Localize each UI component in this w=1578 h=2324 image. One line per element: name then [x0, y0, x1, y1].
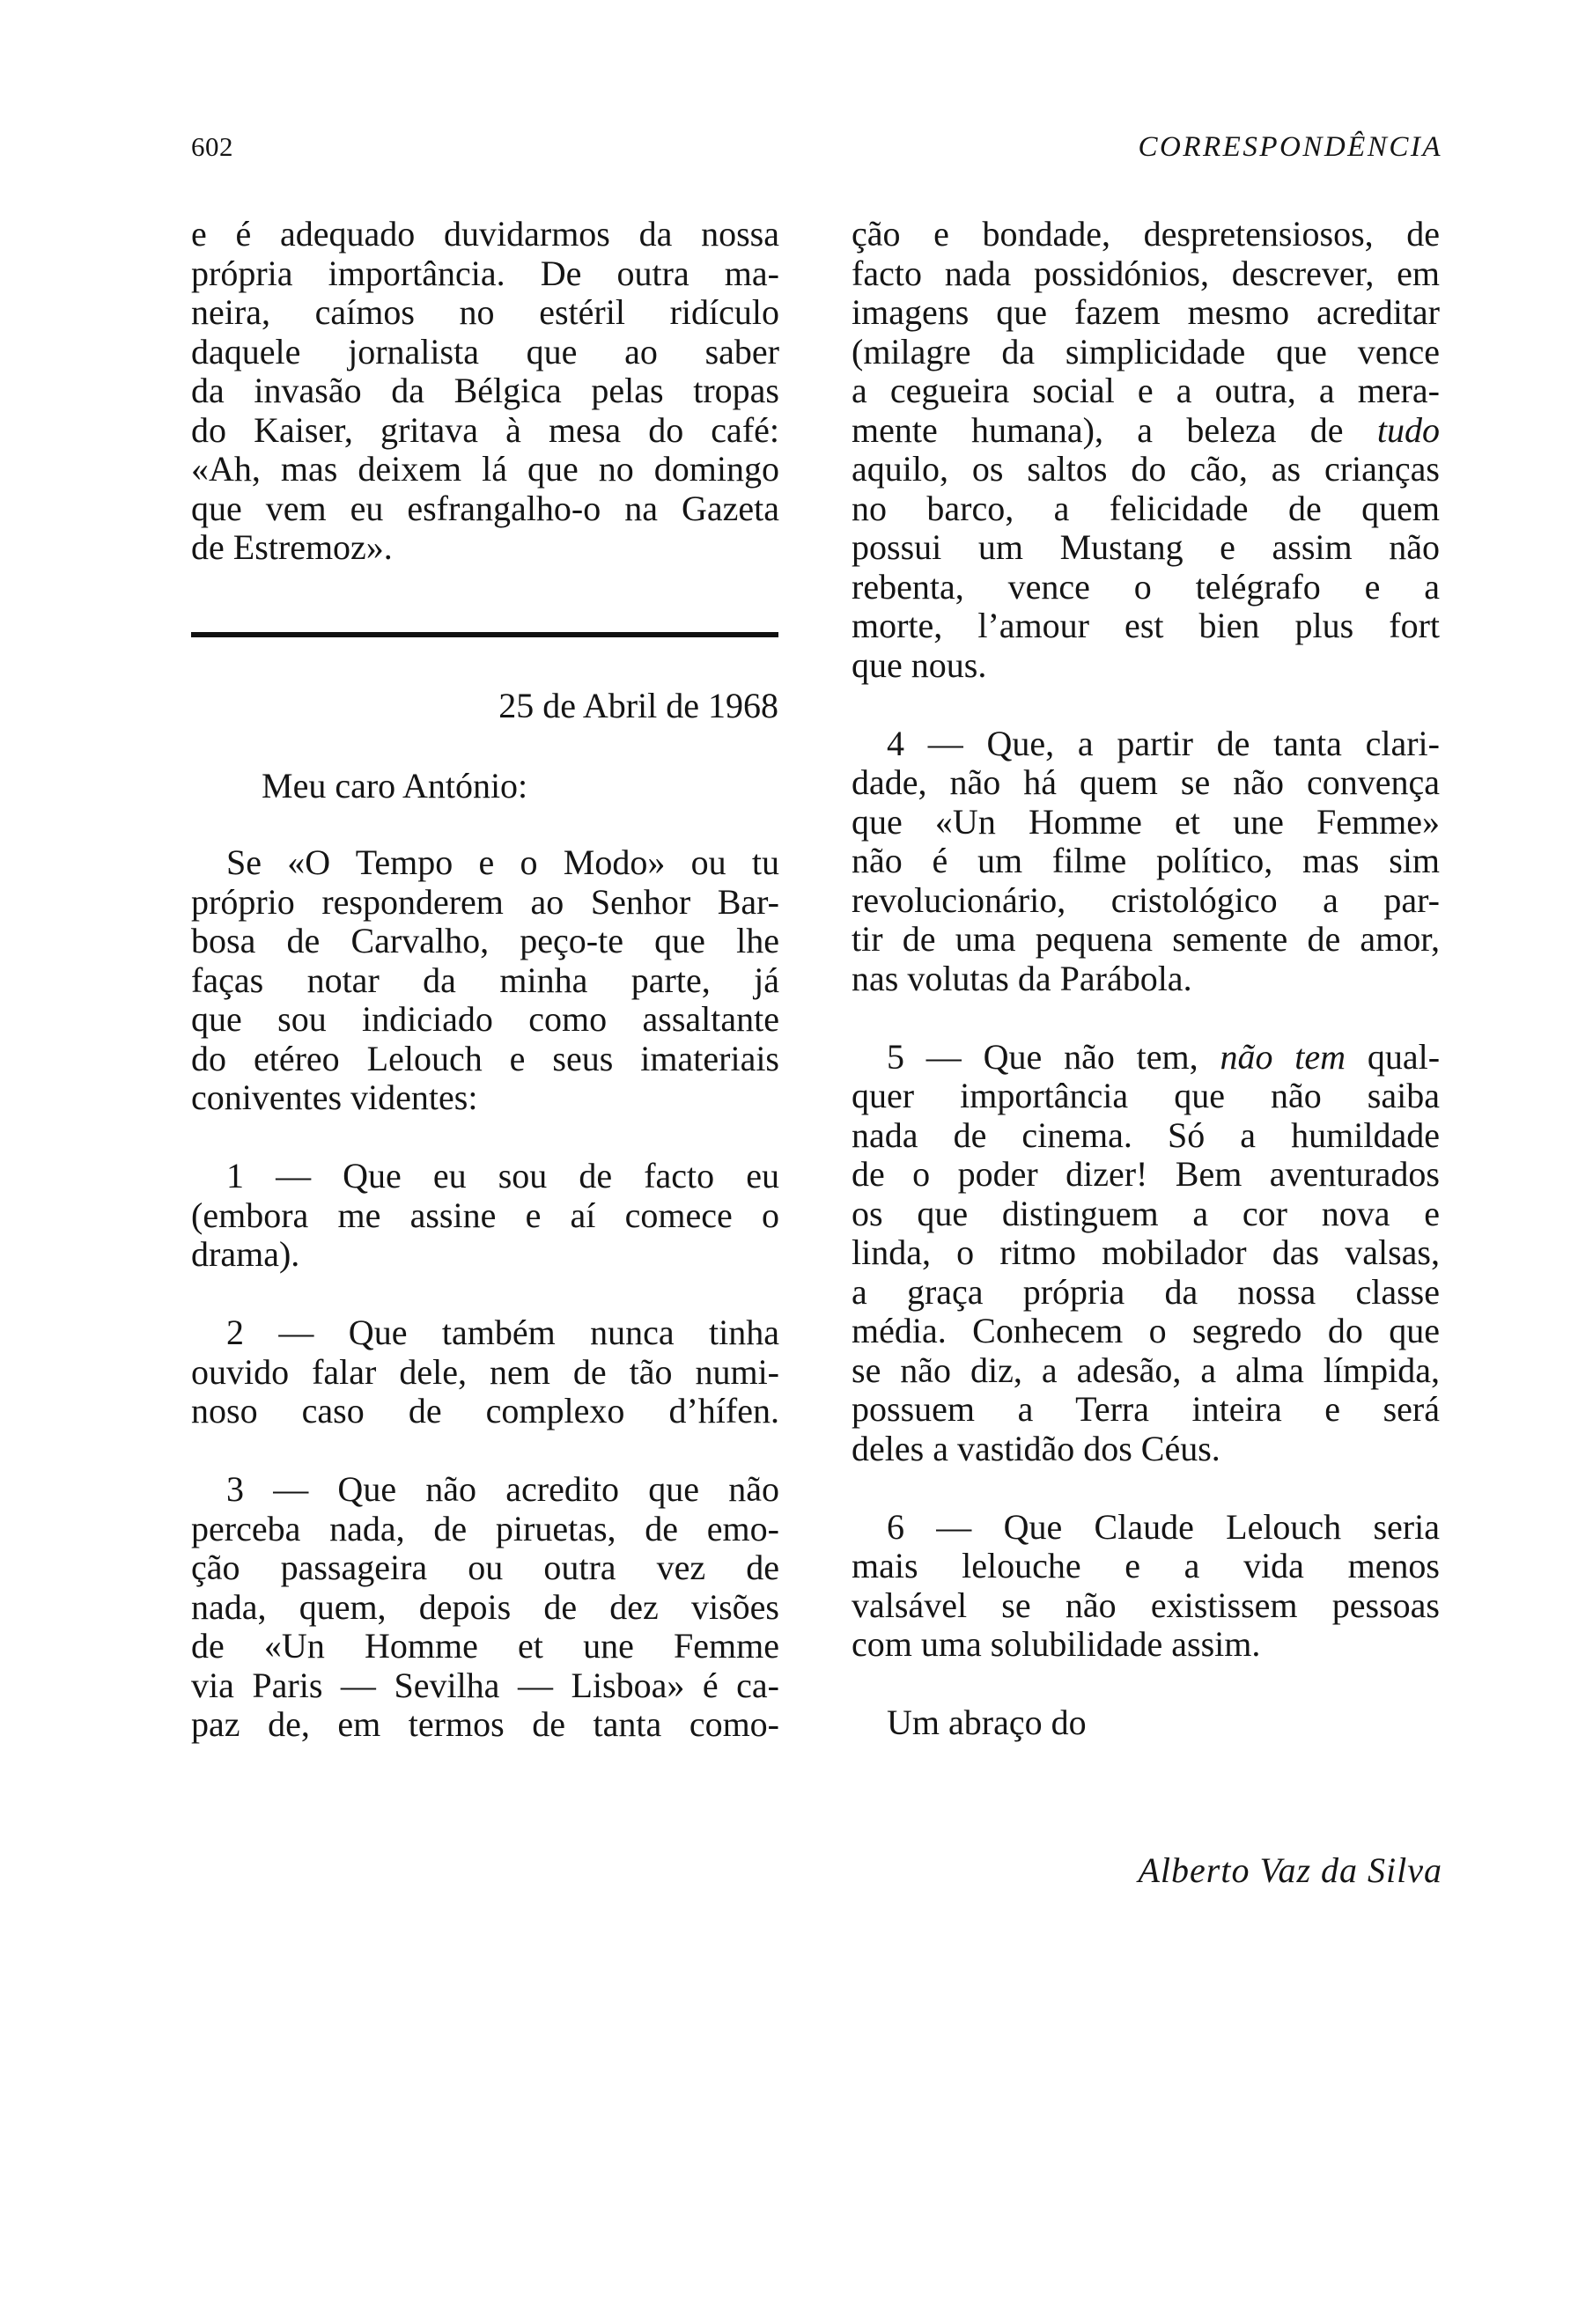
right-column [852, 215, 1440, 1782]
emphasis-text: tudo [1376, 409, 1440, 450]
text-line: possui um Mustang e assim não [852, 527, 1440, 567]
text-line: «Ah, mas deixem lá que no domingo [191, 449, 779, 489]
text-line: faças notar da minha parte, já [191, 960, 779, 1000]
text-line: de Estremoz». [191, 527, 393, 567]
paragraph-point-4 [852, 724, 1440, 999]
text-line: própria importância. De outra ma- [191, 253, 779, 293]
text-line: imagens que fazem mesmo acreditar [852, 292, 1440, 332]
text-line: quer importância que não saiba [852, 1076, 1440, 1115]
text-line: nada de cinema. Só a humildade [852, 1114, 1440, 1155]
text-line: (milagre da simplicidade que vence [852, 331, 1440, 371]
text-line: 2 — Que também nunca tinha [226, 1313, 779, 1352]
text-line: Se «O Tempo e o Modo» ou tu [226, 842, 779, 882]
text-line: com uma solubilidade assim. [852, 1624, 1261, 1664]
letter-date: 25 de Abril de 1968 [498, 686, 778, 725]
text-line: (embora me assine e aí comece o [191, 1195, 779, 1235]
text-line: aquilo, os saltos do cão, as crianças [852, 449, 1440, 489]
text-line: bosa de Carvalho, peço-te que lhe [191, 921, 779, 960]
text-line: de o poder dizer! Bem aventurados [852, 1154, 1440, 1194]
text-line: facto nada possidónios, descrever, em [852, 253, 1440, 293]
letter-closing [852, 1703, 1440, 1743]
text-line: do etéreo Lelouch e seus imateriais [191, 1038, 779, 1078]
text-line: revolucionário, cristológico a par- [852, 879, 1440, 920]
text-line: a graça própria da nossa classe [852, 1271, 1440, 1312]
text-segment: qual- [1367, 1036, 1441, 1077]
text-line: nas volutas da Parábola. [852, 958, 1192, 998]
text-line: do Kaiser, gritava à mesa do café: [191, 409, 779, 450]
running-head: CORRESPONDÊNCIA [1138, 131, 1442, 163]
text-line: no barco, a felicidade de quem [852, 488, 1440, 528]
text-segment: mente humana), a beleza de [852, 409, 1344, 450]
paragraph-point-6 [852, 1508, 1440, 1665]
text-line: neira, caímos no estéril ridículo [191, 292, 779, 332]
text-line [852, 411, 1440, 451]
text-line: rebenta, vence o telégrafo e a [852, 566, 1440, 607]
text-line: os que distinguem a cor nova e [852, 1193, 1440, 1233]
text-line: linda, o ritmo mobilador das valsas, [852, 1232, 1440, 1272]
text-line: nada, quem, depois de dez visões [191, 1586, 779, 1627]
paragraph-point-2 [191, 1313, 779, 1431]
text-line: que «Un Homme et une Femme» [852, 801, 1440, 842]
text-line: média. Conhecem o segredo do que [852, 1311, 1440, 1350]
text-line: dade, não há quem se não convença [852, 762, 1440, 802]
text-line: mais lelouche e a vida menos [852, 1546, 1440, 1585]
paragraph-point-3 [191, 1470, 779, 1745]
text-line: drama). [191, 1234, 300, 1274]
text-line: daquele jornalista que ao saber [191, 331, 779, 371]
text-line: que nous. [852, 644, 987, 685]
text-line: valsável se não existissem pessoas [852, 1585, 1440, 1625]
text-line: paz de, em termos de tanta como- [191, 1704, 779, 1744]
text-line: da invasão da Bélgica pelas tropas [191, 371, 779, 410]
text-line: ção passageira ou outra vez de [191, 1548, 779, 1587]
text-line: deles a vastidão dos Céus. [852, 1428, 1220, 1468]
text-line: morte, l’amour est bien plus fort [852, 606, 1440, 645]
paragraph-point-3-continued [852, 215, 1440, 685]
paragraph-point-1 [191, 1157, 779, 1275]
text-line: Um abraço do [887, 1703, 1087, 1742]
text-line: que sou indiciado como assaltante [191, 999, 779, 1039]
text-line: possuem a Terra inteira e será [852, 1389, 1440, 1429]
letter-signature: Alberto Vaz da Silva [1138, 1850, 1442, 1890]
paragraph-point-5 [852, 1038, 1440, 1469]
letter-salutation: Meu caro António: [262, 766, 528, 805]
text-line: se não diz, a adesão, a alma límpida, [852, 1350, 1440, 1390]
text-line [852, 1038, 1440, 1077]
text-line: via Paris — Sevilha — Lisboa» é ca- [191, 1665, 779, 1705]
paragraph-continuation [191, 215, 779, 568]
text-line: não é um filme político, mas sim [852, 841, 1440, 880]
text-line: ção e bondade, despretensiosos, de [852, 214, 1440, 254]
text-line: coniventes videntes: [191, 1077, 478, 1117]
left-column-letter [191, 843, 779, 1783]
text-line: de «Un Homme et une Femme [191, 1626, 779, 1666]
text-line: perceba nada, de piruetas, de emo- [191, 1508, 779, 1548]
page-number: 602 [191, 131, 233, 162]
paragraph-intro [191, 843, 779, 1118]
text-segment: 5 — Que não tem, [887, 1036, 1198, 1077]
text-line: 4 — Que, a partir de tanta clari- [887, 723, 1440, 763]
text-line: ouvido falar dele, nem de tão numi- [191, 1351, 779, 1392]
text-line: a cegueira social e a outra, a mera- [852, 371, 1440, 410]
text-line: que vem eu esfrangalho-o na Gazeta [191, 488, 779, 528]
section-divider [191, 632, 778, 637]
text-line: 6 — Que Claude Lelouch seria [887, 1506, 1440, 1547]
emphasis-text: não tem [1220, 1036, 1346, 1077]
text-line: tir de uma pequena semente de amor, [852, 919, 1440, 959]
text-line: e é adequado duvidarmos da nossa [191, 214, 779, 254]
text-line: 1 — Que eu sou de facto eu [226, 1156, 779, 1195]
left-column [191, 215, 779, 607]
text-line: próprio responderem ao Senhor Bar- [191, 881, 779, 922]
text-line: 3 — Que não acredito que não [226, 1469, 779, 1509]
text-line: noso caso de complexo d’hífen. [191, 1391, 779, 1430]
